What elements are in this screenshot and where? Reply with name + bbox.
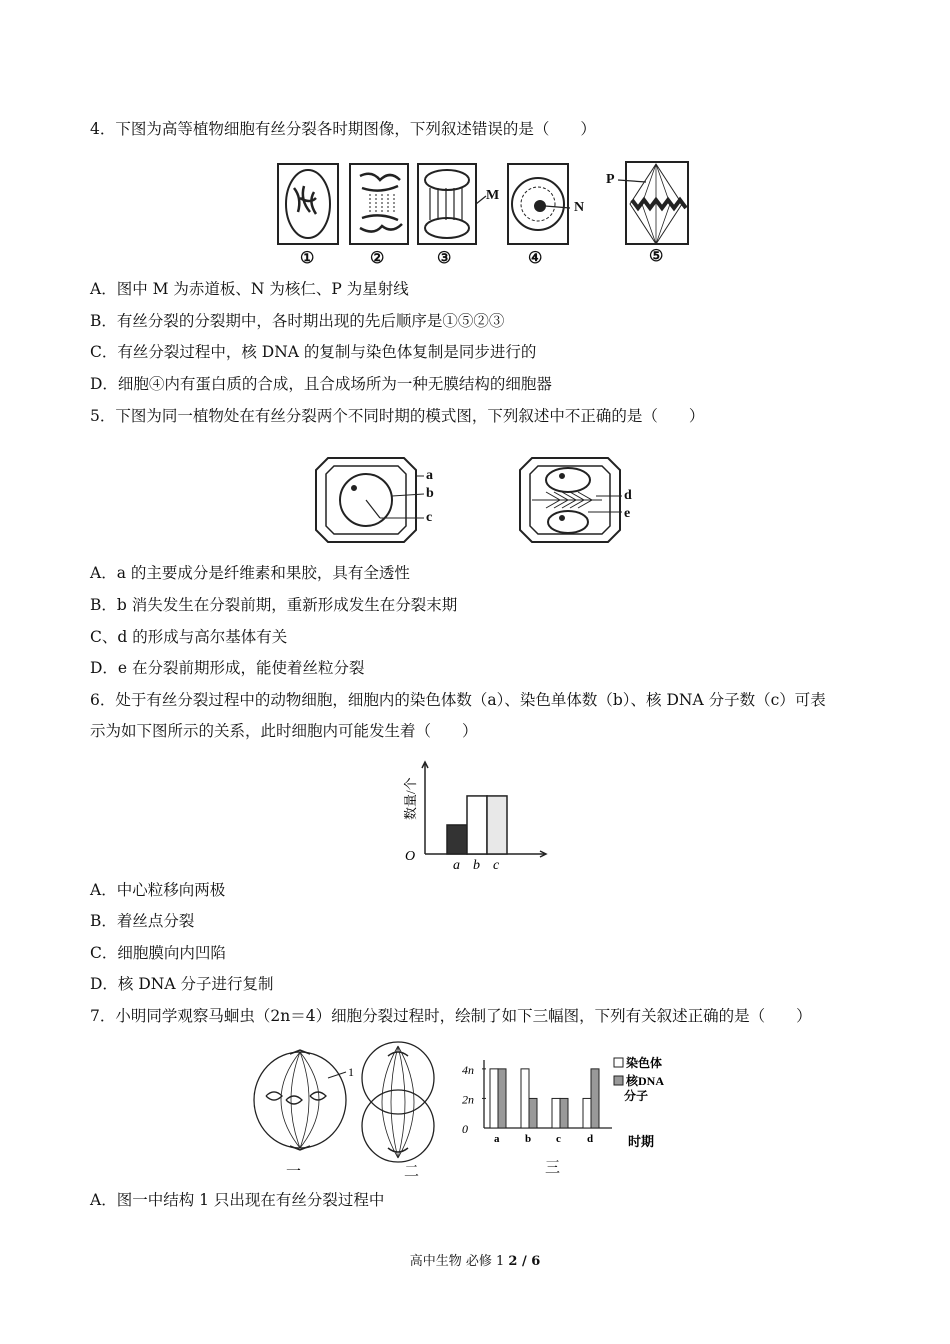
structure-1-label: 1 (348, 1065, 354, 1079)
q5-option-d: D．e 在分裂前期形成，能使着丝粒分裂 (90, 659, 365, 677)
q7-xtick-a: a (494, 1133, 500, 1145)
q7-xlabel: 时期 (628, 1134, 655, 1149)
q6-option-c: C．细胞膜向内凹陷 (90, 944, 226, 962)
q7-xtick-c: c (556, 1133, 561, 1145)
q6-option-b: B．着丝点分裂 (90, 912, 195, 930)
q7-xtick-b: b (525, 1133, 532, 1145)
q4-stem: 4．下图为高等植物细胞有丝分裂各时期图像，下列叙述错误的是（ ） (90, 120, 596, 138)
label-d: d (624, 488, 632, 503)
q4-option-d: D．细胞④内有蛋白质的合成，且合成场所为一种无膜结构的细胞器 (90, 375, 552, 393)
q6-xtick-c: c (493, 858, 500, 873)
q6-option-d: D．核 DNA 分子进行复制 (90, 975, 274, 993)
q6-bar-a (447, 825, 467, 854)
q7-legend-label-1: 核DNA (626, 1074, 664, 1088)
q7-legend-label-1b: 分子 (624, 1089, 649, 1103)
q7-bar-b-0 (521, 1069, 529, 1128)
footer-text: 高中生物 必修 1 (409, 1254, 509, 1269)
q7-stem: 7．小明同学观察马蛔虫（2n＝4）细胞分裂过程时，绘制了如下三幅图，下列有关叙述正确的是（ ） (90, 1007, 812, 1025)
q7-legend-swatch-0 (614, 1058, 623, 1067)
q7-bar-b-1 (529, 1098, 537, 1128)
q7-bar-chart (462, 1052, 677, 1152)
q5-stem: 5．下图为同一植物处在有丝分裂两个不同时期的模式图，下列叙述中不正确的是（ ） (90, 407, 705, 425)
q7-bar-d-0 (583, 1098, 591, 1128)
q7-legend-label-0: 染色体 (626, 1056, 663, 1070)
label-e: e (624, 506, 631, 521)
q7-legend-swatch-1 (614, 1076, 623, 1085)
q6-xtick-b: b (473, 858, 480, 873)
q4-option-c: C．有丝分裂过程中，核 DNA 的复制与染色体复制是同步进行的 (90, 343, 537, 361)
q7-bar-c-0 (552, 1098, 560, 1128)
fig-label-one: 一 (286, 1164, 302, 1180)
footer-page: 2 / 6 (508, 1254, 541, 1269)
fig-label-3: ③ (437, 250, 452, 267)
fig-label-three: 三 (545, 1160, 561, 1176)
q4-option-b: B．有丝分裂的分裂期中，各时期出现的先后顺序是①⑤②③ (90, 312, 505, 330)
q6-bar-b (467, 796, 487, 854)
q4-cell-figures (270, 158, 700, 268)
q6-option-a: A．中心粒移向两极 (90, 881, 226, 899)
page-footer (0, 1250, 950, 1269)
q6-origin: O (405, 849, 416, 864)
fig-label-5: ⑤ (649, 248, 664, 265)
q6-stem-line2: 示为如下图所示的关系，此时细胞内可能发生着（ ） (90, 722, 478, 740)
fig-label-2: ② (370, 250, 385, 267)
marker-m: M (486, 188, 500, 203)
q7-ytick-2: 0 (462, 1122, 468, 1136)
label-a: a (426, 468, 433, 483)
q6-xtick-a: a (453, 858, 460, 873)
q5-option-a: A．a 的主要成分是纤维素和果胶，具有全透性 (90, 564, 410, 582)
q7-bar-c-1 (560, 1098, 568, 1128)
q7-cell-figures (250, 1038, 460, 1178)
q6-stem-line1: 6．处于有丝分裂过程中的动物细胞，细胞内的染色体数（a）、染色单体数（b）、核 DNA 分子数（c）可表 (90, 691, 826, 709)
q7-bar-a-1 (498, 1069, 506, 1128)
fig-label-1: ① (300, 250, 315, 267)
q5-option-b: B．b 消失发生在分裂前期，重新形成发生在分裂末期 (90, 596, 458, 614)
label-b: b (426, 486, 434, 501)
q7-xtick-d: d (587, 1133, 594, 1145)
marker-n: N (574, 200, 585, 215)
fig-label-two: 二 (404, 1164, 420, 1180)
q6-bar-chart (395, 758, 555, 873)
q6-bar-c (487, 796, 507, 854)
q5-cell-diagrams (310, 452, 640, 552)
q6-ylabel: 数量/个 (403, 777, 418, 820)
q7-bar-d-1 (591, 1069, 599, 1128)
q7-bar-a-0 (490, 1069, 498, 1128)
label-c: c (426, 510, 433, 525)
q7-option-a: A．图一中结构 1 只出现在有丝分裂过程中 (90, 1191, 385, 1209)
q4-option-a: A．图中 M 为赤道板、N 为核仁、P 为星射线 (90, 280, 409, 298)
q5-option-c: C、d 的形成与高尔基体有关 (90, 628, 288, 646)
fig-label-4: ④ (528, 250, 543, 267)
q7-ytick-0: 4n (462, 1062, 474, 1077)
q7-ytick-1: 2n (462, 1092, 474, 1107)
marker-p: P (606, 172, 615, 187)
